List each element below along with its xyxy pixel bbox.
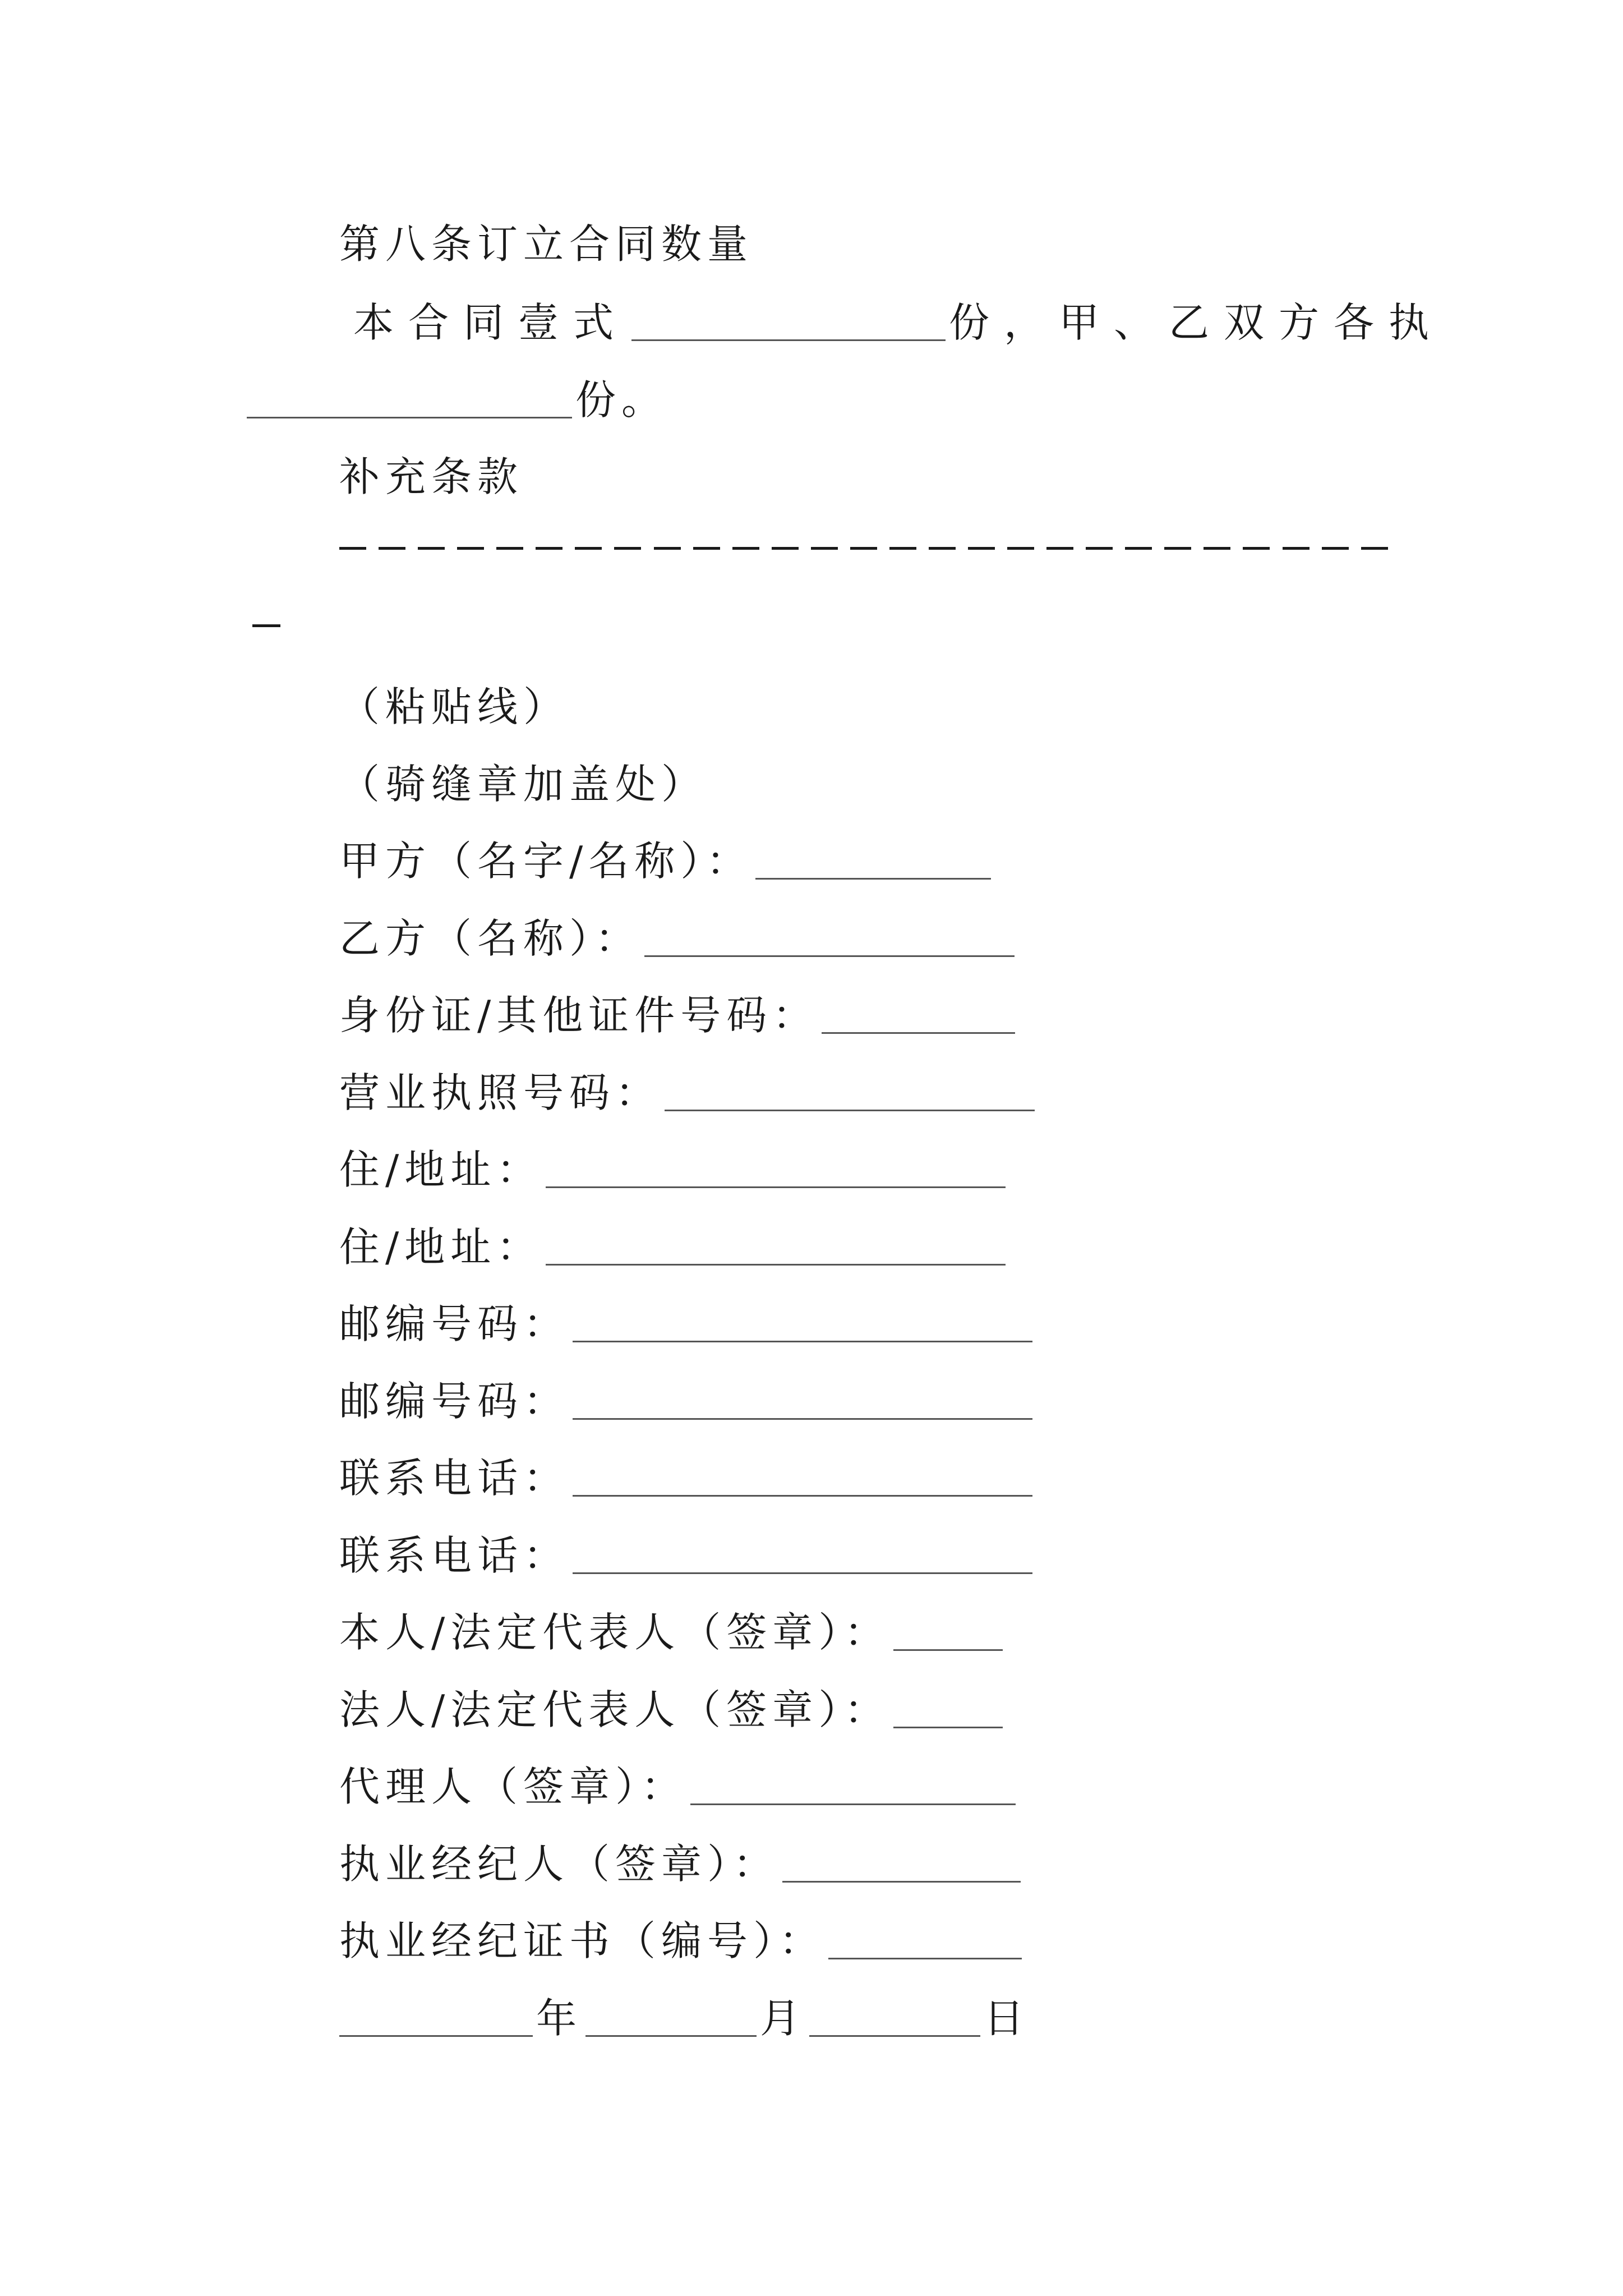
dash-segment [1086, 547, 1113, 550]
phone-row-1 [339, 1450, 1036, 1506]
broker-cert-row [339, 1913, 1025, 1969]
copies-suffix: 份。 [575, 376, 668, 424]
dash-segment [1204, 547, 1230, 550]
broker-cert-input[interactable] [828, 1923, 1022, 1959]
party-b-row [339, 910, 1018, 967]
party-a-label: 甲方（名字/名称）： [339, 838, 753, 885]
supplement-dash-tail [252, 624, 280, 627]
self-rep-label: 本人/法定代表人（签章）： [339, 1609, 891, 1656]
dash-segment [1243, 547, 1270, 550]
dash-segment [693, 547, 720, 550]
day-input[interactable] [809, 2000, 980, 2037]
dash-segment [614, 547, 641, 550]
copies-sentence [353, 295, 1444, 351]
postcode-label-1: 邮编号码： [339, 1300, 570, 1347]
date-row [339, 1990, 1030, 2046]
phone-label-2: 联系电话： [339, 1532, 570, 1579]
id-number-input[interactable] [822, 997, 1015, 1034]
paste-line-text: （粘贴线） [339, 683, 570, 730]
dash-segment [1283, 547, 1310, 550]
legal-rep-row [339, 1682, 1006, 1738]
copies-prefix: 本合同壹式 [353, 299, 629, 346]
dash-segment [772, 547, 799, 550]
broker-row [339, 1836, 1024, 1892]
address-row-2 [339, 1219, 1009, 1275]
dash-segment [1046, 547, 1073, 550]
address-input-2[interactable] [546, 1229, 1006, 1266]
broker-label: 执业经纪人（签章）： [339, 1841, 780, 1888]
license-label: 营业执照号码： [339, 1069, 662, 1116]
copies-sentence-cont [247, 372, 667, 428]
supplement-heading-text: 补充条款 [339, 453, 524, 500]
id-number-label: 身份证/其他证件号码： [339, 992, 819, 1039]
postcode-input-2[interactable] [573, 1383, 1032, 1420]
article8-heading [339, 216, 753, 272]
paste-line [339, 679, 569, 735]
id-number-row [339, 987, 1018, 1043]
article8-heading-text: 第八条订立合同数量 [339, 220, 754, 268]
party-a-input[interactable] [755, 843, 991, 880]
postcode-row-1 [339, 1296, 1036, 1352]
phone-label-1: 联系电话： [339, 1455, 570, 1502]
copies-each-blank[interactable] [247, 382, 572, 418]
broker-input[interactable] [782, 1846, 1021, 1883]
supplement-dash-rule [339, 547, 1388, 550]
phone-input-1[interactable] [573, 1460, 1032, 1497]
dash-segment [929, 547, 956, 550]
day-label: 日 [984, 1995, 1030, 2042]
dash-segment [1125, 547, 1152, 550]
dash-segment [379, 547, 405, 550]
dash-segment [968, 547, 995, 550]
dash-segment [1361, 547, 1388, 550]
address-label-1: 住/地址： [339, 1146, 543, 1193]
license-input[interactable] [665, 1075, 1035, 1111]
postcode-label-2: 邮编号码： [339, 1378, 570, 1425]
self-rep-row [339, 1604, 1006, 1660]
address-input-1[interactable] [546, 1152, 1006, 1188]
phone-input-2[interactable] [573, 1538, 1032, 1574]
legal-rep-input[interactable] [893, 1692, 1003, 1728]
address-row-1 [339, 1142, 1009, 1198]
copies-total-blank[interactable] [631, 305, 946, 341]
seal-line-text: （骑缝章加盖处） [339, 761, 708, 808]
self-rep-input[interactable] [893, 1614, 1003, 1651]
year-label: 年 [536, 1995, 583, 2042]
supplement-heading [339, 449, 523, 505]
dash-segment [811, 547, 838, 550]
postcode-row-2 [339, 1373, 1036, 1429]
dash-segment [654, 547, 681, 550]
broker-cert-label: 执业经纪证书（编号）： [339, 1917, 826, 1964]
year-input[interactable] [339, 2000, 533, 2037]
dash-segment [339, 547, 366, 550]
dash-segment [732, 547, 759, 550]
dash-segment [1164, 547, 1191, 550]
license-row [339, 1065, 1038, 1121]
month-input[interactable] [585, 2000, 757, 2037]
party-a-row [339, 833, 994, 889]
dash-segment [575, 547, 602, 550]
agent-label: 代理人（签章）： [339, 1763, 688, 1810]
dash-segment [457, 547, 484, 550]
copies-middle: 份，甲、乙双方各执 [949, 299, 1444, 346]
postcode-input-1[interactable] [573, 1306, 1032, 1342]
phone-row-2 [339, 1527, 1036, 1584]
month-label: 月 [760, 1995, 806, 2042]
address-label-2: 住/地址： [339, 1223, 543, 1271]
legal-rep-label: 法人/法定代表人（签章）： [339, 1686, 891, 1733]
party-b-input[interactable] [644, 921, 1015, 957]
dash-segment [1322, 547, 1349, 550]
dash-segment [850, 547, 877, 550]
dash-segment [418, 547, 445, 550]
agent-input[interactable] [690, 1769, 1016, 1805]
seal-line [339, 756, 707, 812]
dash-segment [496, 547, 523, 550]
dash-segment [1007, 547, 1034, 550]
party-b-label: 乙方（名称）： [339, 915, 642, 962]
dash-segment [536, 547, 562, 550]
dash-segment [889, 547, 916, 550]
agent-row [339, 1759, 1019, 1815]
